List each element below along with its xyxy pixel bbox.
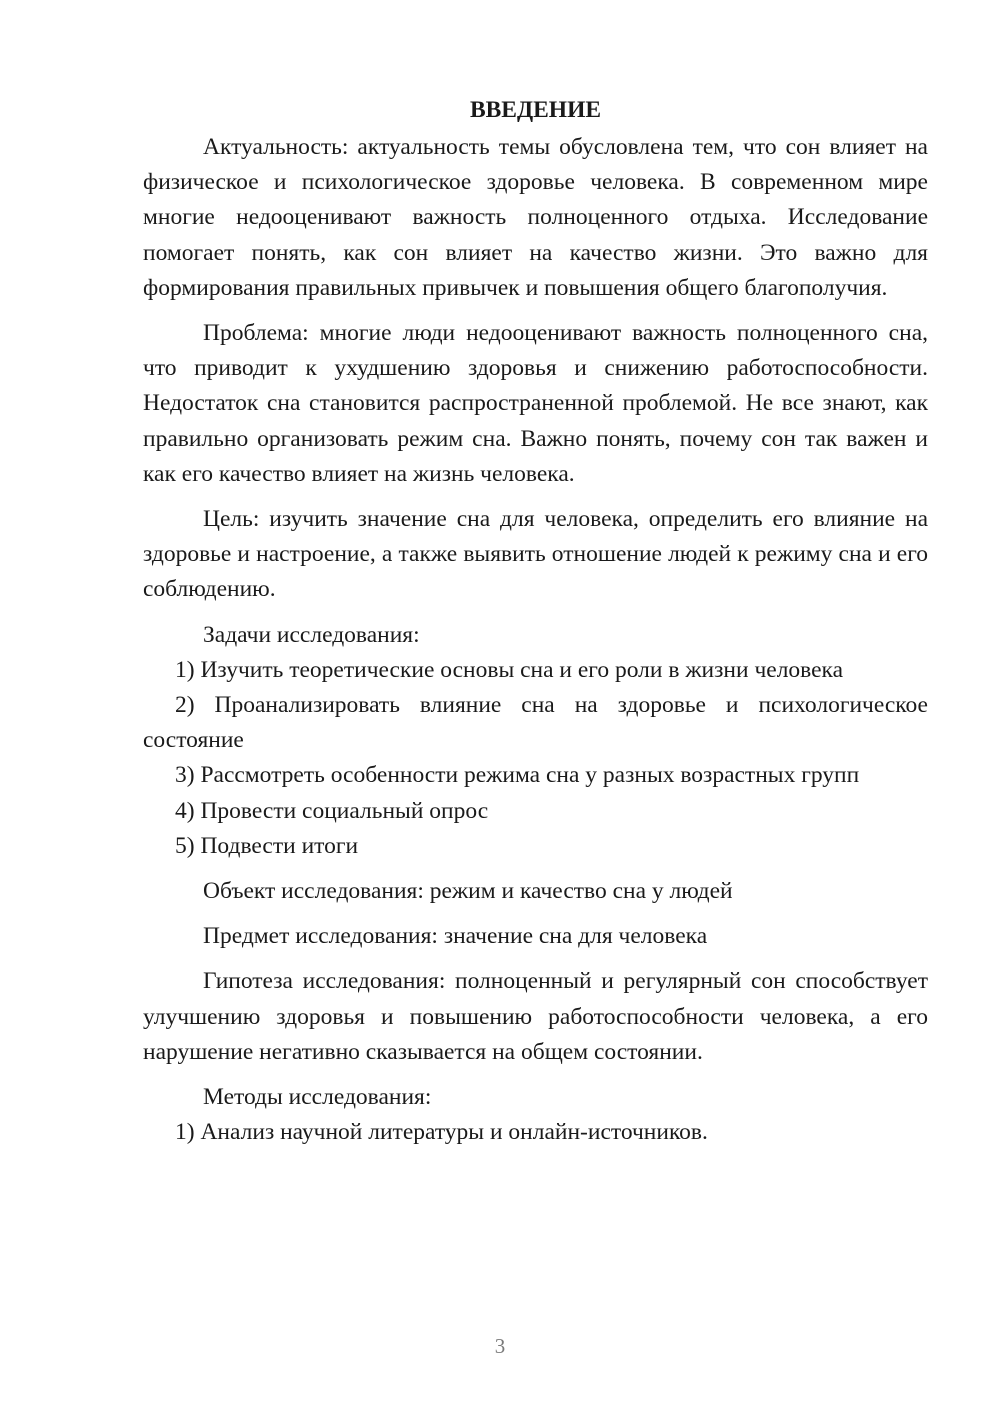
task-item-5: 5) Подвести итоги [175, 832, 359, 859]
task-item-3: 3) Рассмотреть особенности режима сна у разных возрастных групп [175, 762, 860, 789]
object-paragraph: Объект исследования: режим и качество сна у людей [203, 878, 733, 905]
goal-paragraph: Цель: изучить значение сна для человека, определить его влияние на здоровье и настроение, а также выявить отношение людей к режиму сна и его соблюдению. [143, 506, 928, 603]
page-number: 3 [494, 1334, 506, 1358]
task-item-1: 1) Изучить теоретические основы сна и его роли в жизни человека [175, 656, 844, 683]
method-item-1: 1) Анализ научной литературы и онлайн-источников. [175, 1119, 708, 1146]
task-item-2: 2) Проанализировать влияние сна на здоровье и психологическое состояние [143, 692, 928, 754]
tasks-heading: Задачи исследования: [203, 621, 420, 648]
problem-paragraph: Проблема: многие люди недооценивают важность полноценного сна, что приводит к ухудшению здоровья и снижению работоспособности. Недостаток сна становится распространенной проблемой. Не все знают, как правильно организовать режим сна. Важно понять, почему сон так важен и как его качество влияет на жизнь человека. [143, 320, 928, 487]
methods-heading: Методы исследования: [203, 1084, 432, 1111]
hypothesis-paragraph: Гипотеза исследования: полноценный и регулярный сон способствует улучшению здоровья и повышению работоспособности человека, а его нарушение негативно сказывается на общем состоянии. [143, 968, 928, 1065]
page-body [143, 92, 928, 1150]
relevance-paragraph: Актуальность: актуальность темы обусловлена тем, что сон влияет на физическое и психологическое здоровье человека. В современном мире многие недооценивают важность полноценного отдыха. Исследование помогает понять, как сон влияет на качество жизни. Это важно для формирования правильных привычек и повышения общего благополучия. [143, 134, 928, 301]
subject-paragraph: Предмет исследования: значение сна для человека [203, 923, 708, 950]
task-item-4: 4) Провести социальный опрос [175, 797, 489, 824]
page-title: ВВЕДЕНИЕ [469, 97, 602, 123]
